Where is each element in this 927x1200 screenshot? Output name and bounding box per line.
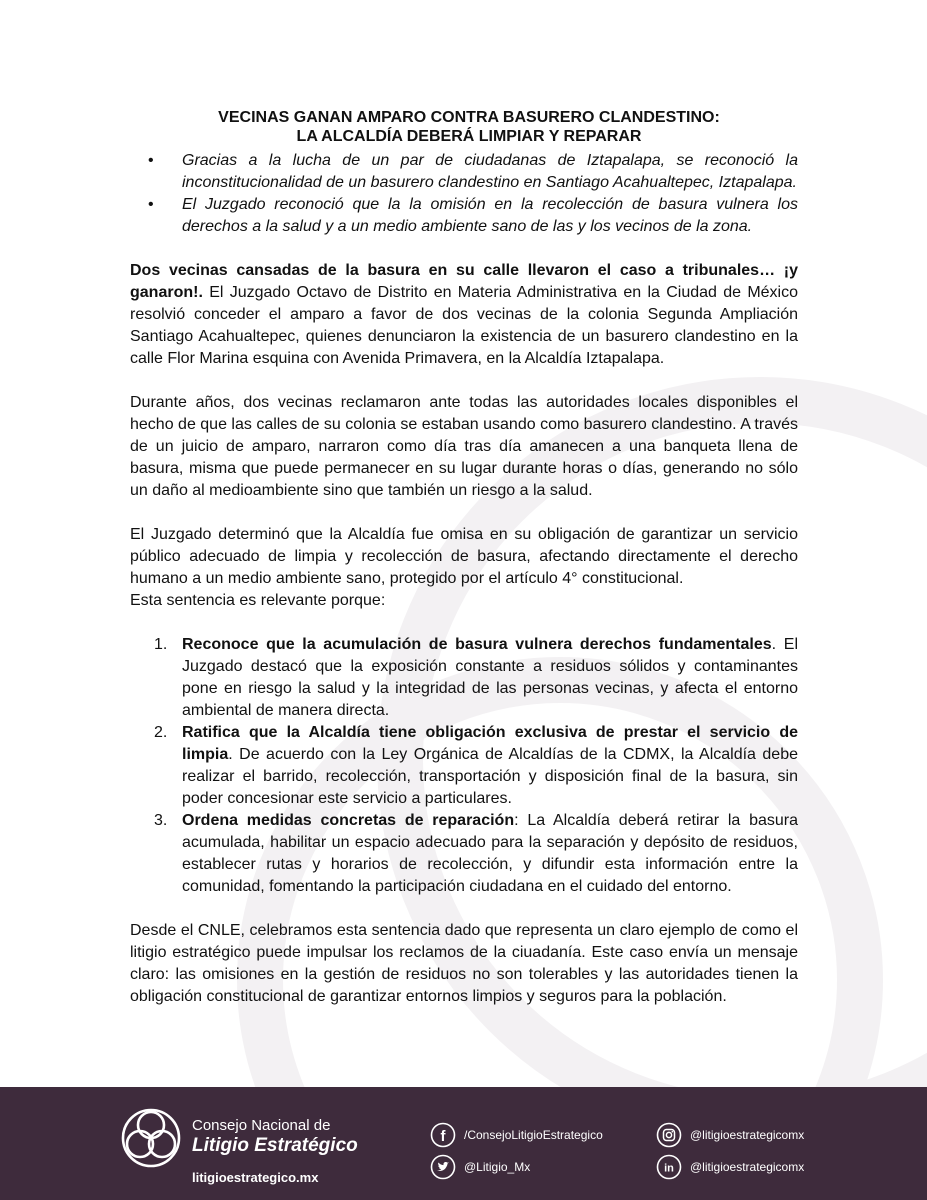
instagram-icon xyxy=(656,1122,682,1148)
title-line-1: VECINAS GANAN AMPARO CONTRA BASURERO CLANDESTINO: xyxy=(218,109,720,126)
item-text: . De acuerdo con la Ley Orgánica de Alcaldías de la CDMX, la Alcaldía debe realizar el barrido, recolección, transportación y disposición final de la basura, sin poder concesionar este servicio a particulares. xyxy=(182,746,798,807)
intro-lead: Dos vecinas cansadas de la basura en su calle llevaron el caso a tribunales… ¡y ganaron!. xyxy=(130,262,798,301)
document-title xyxy=(140,108,798,146)
paragraph-ruling: El Juzgado determinó que la Alcaldía fue omisa en su obligación de garantizar un servicio público adecuado de limpia y recolección de basura, afectando directamente el derecho humano a un medio ambiente sano, protegido por el artículo 4° constitucional. xyxy=(130,526,798,587)
instagram-link[interactable] xyxy=(656,1122,804,1148)
twitter-icon xyxy=(430,1154,456,1180)
instagram-handle: @litigioestrategicomx xyxy=(690,1128,805,1142)
paragraph-relevance: Esta sentencia es relevante porque: xyxy=(130,592,386,609)
paragraph-background: Durante años, dos vecinas reclamaron ante todas las autoridades locales disponibles el hecho de que las calles de su colonia se estaban usando como basurero clandestino. A través de un juicio de amparo, narraron como día tras día amanecen a una banqueta llena de basura, misma que puede permanecer en su lugar durante horas o días, generando no sólo un daño al medioambiente sino que también un riesgo a la salud. xyxy=(130,394,798,499)
item-lead: Ratifica que la Alcaldía tiene obligación exclusiva de prestar el servicio de limpia xyxy=(182,724,798,763)
paragraph-intro xyxy=(130,260,798,370)
intro-text: El Juzgado Octavo de Distrito en Materia Administrativa en la Ciudad de México resolvió conceder el amparo a favor de dos vecinas de la colonia Segunda Ampliación Santiago Acahualtepec, quienes denunciaron la existencia de un basurero clandestino en la calle Flor Marina esquina con Avenida Primavera, en la Alcaldía Iztapalapa. xyxy=(130,284,798,367)
svg-text:in: in xyxy=(664,1162,674,1175)
summary-list xyxy=(130,150,798,238)
item-number: 2. xyxy=(154,724,168,741)
title-line-2: LA ALCALDÍA DEBERÁ LIMPIAR Y REPARAR xyxy=(296,128,642,145)
item-text: : La Alcaldía deberá retirar la basura acumulada, habilitar un espacio adecuado para la separación y depósito de residuos, establecer rutas y horarios de recolección, y difundir esta información entre la comunidad, fomentando la participación ciudadana en el cuidado del entorno. xyxy=(182,812,798,895)
paragraph-closing: Desde el CNLE, celebramos esta sentencia dado que representa un claro ejemplo de como el litigio estratégico puede impulsar los reclamos de la ciuadanía. Este caso envía un mensaje claro: las omisiones en la gestión de residuos no son tolerables y las autoridades tienen la obligación constitucional de garantizar entornos limpios y seguros para la población. xyxy=(130,922,798,1005)
summary-item: • Gracias a la lucha de un par de ciudadanas de Iztapalapa, se reconoció la inconstitucionalidad de un basurero clandestino en Santiago Acahualtepec, Iztapalapa. xyxy=(130,150,798,194)
item-lead: Reconoce que la acumulación de basura vulnera derechos fundamentales xyxy=(182,636,772,653)
org-name-line-2: Litigio Estratégico xyxy=(192,1135,358,1156)
website-link[interactable]: litigioestrategico.mx xyxy=(192,1170,319,1185)
summary-item: • El Juzgado reconoció que la la omisión en la recolección de basura vulnera los derechos a la salud y a un medio ambiente sano de las y los vecinos de la zona. xyxy=(130,194,798,238)
facebook-handle: /ConsejoLitigioEstrategico xyxy=(464,1128,603,1142)
relevance-item xyxy=(130,634,798,722)
document-body xyxy=(130,108,798,1008)
item-number: 1. xyxy=(154,636,168,653)
cnle-logo-icon xyxy=(120,1107,182,1169)
facebook-link[interactable] xyxy=(430,1122,603,1148)
item-number: 3. xyxy=(154,812,168,829)
facebook-icon xyxy=(430,1122,456,1148)
twitter-handle: @Litigio_Mx xyxy=(464,1160,531,1174)
relevance-item xyxy=(130,722,798,810)
linkedin-icon xyxy=(656,1154,682,1180)
svg-text:f: f xyxy=(440,1128,446,1145)
footer-bar xyxy=(0,1087,927,1200)
item-lead: Ordena medidas concretas de reparación xyxy=(182,812,515,829)
org-name-line-1: Consejo Nacional de xyxy=(192,1117,331,1134)
relevance-item xyxy=(130,810,798,898)
linkedin-link[interactable] xyxy=(656,1154,804,1180)
relevance-list xyxy=(130,634,798,898)
twitter-link[interactable] xyxy=(430,1154,530,1180)
linkedin-handle: @litigioestrategicomx xyxy=(690,1160,805,1174)
item-text: . El Juzgado destacó que la exposición constante a residuos sólidos y contaminantes pone en riesgo la salud y la integridad de las personas vecinas, y afecta el entorno ambiental de manera directa. xyxy=(182,636,798,719)
